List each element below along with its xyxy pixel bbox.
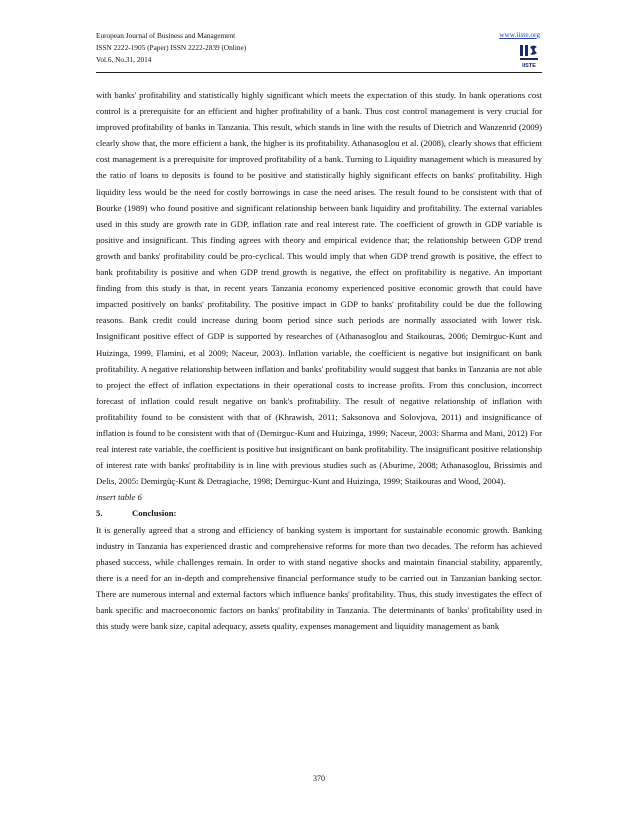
page-header (96, 30, 542, 82)
journal-url-link[interactable]: www.iiste.org (499, 30, 540, 39)
insert-table-note: insert table 6 (96, 492, 142, 503)
body-paragraph-1: with banks' profitability and statistically highly significant which meets the expectation of this study. In bank operations cost control is a prerequisite for an efficient and higher profitability of a bank. Thus cost control management is very crucial for improved profitability of banks in Tanzania. This result, which stands in line with the results of Dietrich and Wanzenrid (2009) clearly show that, the more efficient a bank, the higher is its profitability. Athanasoglou et al. (2008), clearly shows that efficient cost management is a prerequisite for improved profitability of a bank. Turning to Liquidity management which is measured by the ratio of loans to deposits is found to be positive and statistically highly significant effects on banks' profitability. High liquidity less would be the need for costly borrowings in case the need arises. The result found to be consistent with that of Bourke (1989) who found positive and significant relationship between bank liquidity and profitability. The external variables used in this study are growth rate in GDP, inflation rate and real interest rate. The coefficient of growth in GDP variable is positive and insignificant. This finding agrees with theory and empirical evidence that; the relationship between GDP trend growth and banks' profitability could be pro-cyclical. This would imply that when GDP trend growth is positive, the effect to bank profitability is positive and when GDP trend growth is negative, the effect on profitability is negative. An important finding from this study is that, in recent years Tanzania economy experienced positive economic growth that could have impacted positively on banks' profitability. The positive impact in GDP to banks' profitability could be due the following reasons. Bank credit could increase during boom period since such periods are normally associated with lower risk. Insignificant positive effect of GDP is supported by researches of (Athanasoglou and Staikouras, 2006; Demirguc-Kunt and Huizinga, 1999, Flamini, et al 2009; Naceur, 2003). Inflation variable, the coefficient is negative but insignificant on bank profitability. A negative relationship between inflation and banks' profitability would suggest that banks in Tanzania are not able to project the effect of inflation expectations in their operational costs to increase profits. From this conclusion, incorrect forecast of inflation could result negative on bank's profitability. The result of negative relationship of inflation with profitability found to be consistent with that of (Khrawish, 2011; Saksonova and Solovjova, 2011) and insignificance of inflation is found to be consistent with that of (Demirguc-Kunt and Huizinga, 1999; Naceur, 2003: Sharma and Mani, 2012) For real interest rate variable, the coefficient is positive but insignificant on bank profitability. The insignificant positive relationship of interest rate with banks' profitability is in line with previous studies such as (Aburime, 2008; Athanasoglou, Brissimis and Delis, 2005: Demirgüç-Kunt & Detragiache, 1998; Demirguc-Kunt and Huizinga, 1999; Staikouras and Wood, 2004). (96, 90, 542, 487)
journal-name: European Journal of Business and Management (96, 31, 236, 40)
body-paragraph-2: It is generally agreed that a strong and efficiency of banking system is important for sustainable economic growth. Banking industry in Tanzania has experienced drastic and comprehensive reforms for more than two decades. The reform has achieved phased success, while challenges remain. In order to with stand negative shocks and maintain financial stability, apparently, there is a need for an in-depth and comprehensive financial performance study to be carried out in Tanzanian banking sector. There are numerous internal and external factors which influence banks' profitability. Thus, this study investigates the effect of bank specific and macroeconomic factors on banks' profitability in Tanzania. The determinants of banks' profitability used in this study were bank size, capital adequacy, assets quality, expenses management and liquidity management as bank (96, 524, 542, 632)
iiste-logo-icon (518, 43, 540, 68)
page-number: 370 (313, 774, 325, 783)
logo-lettering: IISTE (522, 63, 536, 68)
page-body (96, 87, 542, 634)
header-rule (96, 72, 542, 73)
section-title: Conclusion: (132, 508, 177, 519)
issn-line: ISSN 2222-1905 (Paper) ISSN 2222-2839 (Online) (96, 43, 247, 52)
section-heading (96, 505, 542, 521)
volume-line: Vol.6, No.31, 2014 (96, 55, 152, 64)
section-number: 5. (96, 508, 103, 519)
